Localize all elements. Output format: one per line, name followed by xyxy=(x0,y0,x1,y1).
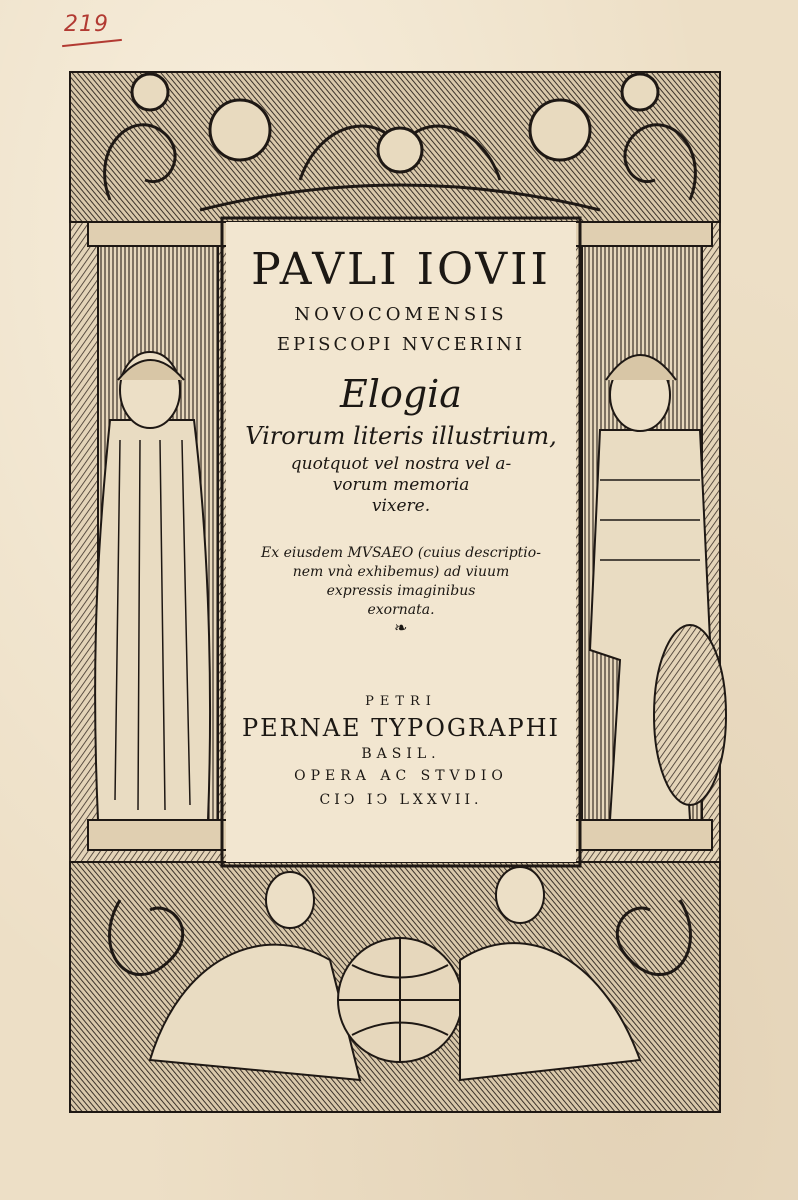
work-subtitle: Virorum literis illustrium, xyxy=(245,422,557,450)
imprint-printer-first: PETRI xyxy=(365,694,437,709)
work-note xyxy=(242,544,560,620)
imprint-credit: OPERA AC STVDIO xyxy=(294,768,508,784)
note-line: exornata. xyxy=(367,602,435,618)
author-office: EPISCOPI NVCERINI xyxy=(276,334,526,355)
author-origin: NOVOCOMENSIS xyxy=(294,304,508,325)
work-title: Elogia xyxy=(340,372,462,416)
description-line: quotquot vel nostra vel a- xyxy=(290,454,512,474)
robed-figure xyxy=(95,352,210,820)
title-panel xyxy=(226,222,576,862)
note-line: nem vnà exhibemus) ad viuum xyxy=(292,564,510,580)
description-line: vixere. xyxy=(371,496,431,516)
imprint-place: BASIL. xyxy=(361,746,441,762)
top-scrollwork xyxy=(70,72,720,222)
note-line: Ex eiusdem MVSAEO (cuius descriptio- xyxy=(261,545,541,561)
imprint-printer: PERNAE TYPOGRAPHI xyxy=(241,714,561,742)
author-name: PAVLI IOVII xyxy=(251,244,551,295)
inventory-number: 219 xyxy=(64,12,109,37)
note-line: expressis imaginibus xyxy=(326,583,476,599)
fleuron-ornament: ❧ xyxy=(394,618,408,637)
bottom-scrollwork xyxy=(70,862,720,1112)
imprint-date: CIↃ IↃ LXXVII. xyxy=(319,792,483,808)
description-line: vorum memoria xyxy=(332,475,470,495)
work-description xyxy=(226,454,576,517)
